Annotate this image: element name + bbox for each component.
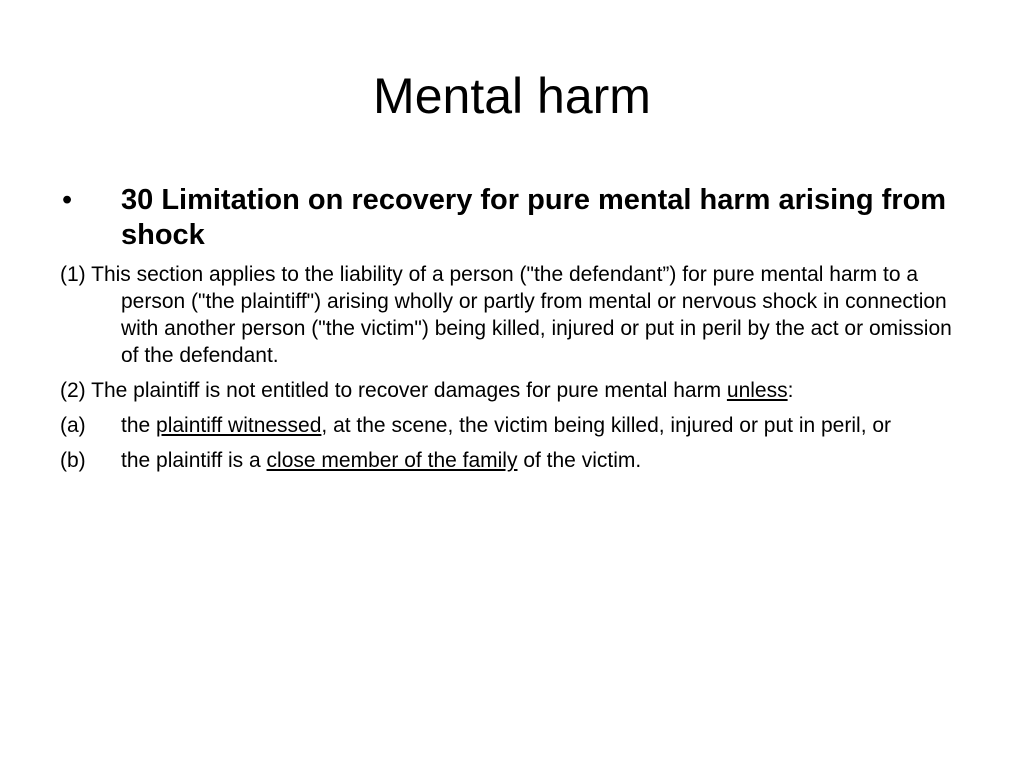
list-marker-a: (a): [60, 414, 86, 437]
subsection-2-text: (2) The plaintiff is not entitled to recover damages for pure mental harm: [60, 379, 727, 402]
underlined-plaintiff-witnessed: plaintiff witnessed: [156, 414, 322, 437]
subsection-2-colon: :: [787, 379, 794, 402]
section-heading: [60, 183, 960, 253]
list-marker-b: (b): [60, 449, 86, 472]
list-item-a: [60, 412, 960, 439]
section-heading-text: 30 Limitation on recovery for pure mental harm arising from shock: [121, 184, 947, 251]
bullet-icon: •: [62, 184, 73, 216]
item-a-before: the: [121, 414, 157, 437]
item-b-after: of the victim.: [517, 449, 642, 472]
underlined-unless: unless: [726, 379, 788, 402]
subsection-1: (1) This section applies to the liability of a person ("the defendant”) for pure mental harm to a person ("the plaintiff") arising wholly or partly from mental or nervous shock in connection with another person ("the victim") being killed, injured or put in peril by the act or omission of the defendant.: [60, 263, 952, 367]
subsection-2: [60, 377, 960, 404]
slide-title: Mental harm: [373, 68, 651, 124]
item-a-after: , at the scene, the victim being killed, injured or put in peril, or: [321, 414, 892, 437]
item-b-before: the plaintiff is a: [121, 449, 267, 472]
list-item-b: [60, 447, 960, 474]
slide-content: [60, 183, 960, 482]
underlined-close-member: close member of the family: [266, 449, 518, 472]
